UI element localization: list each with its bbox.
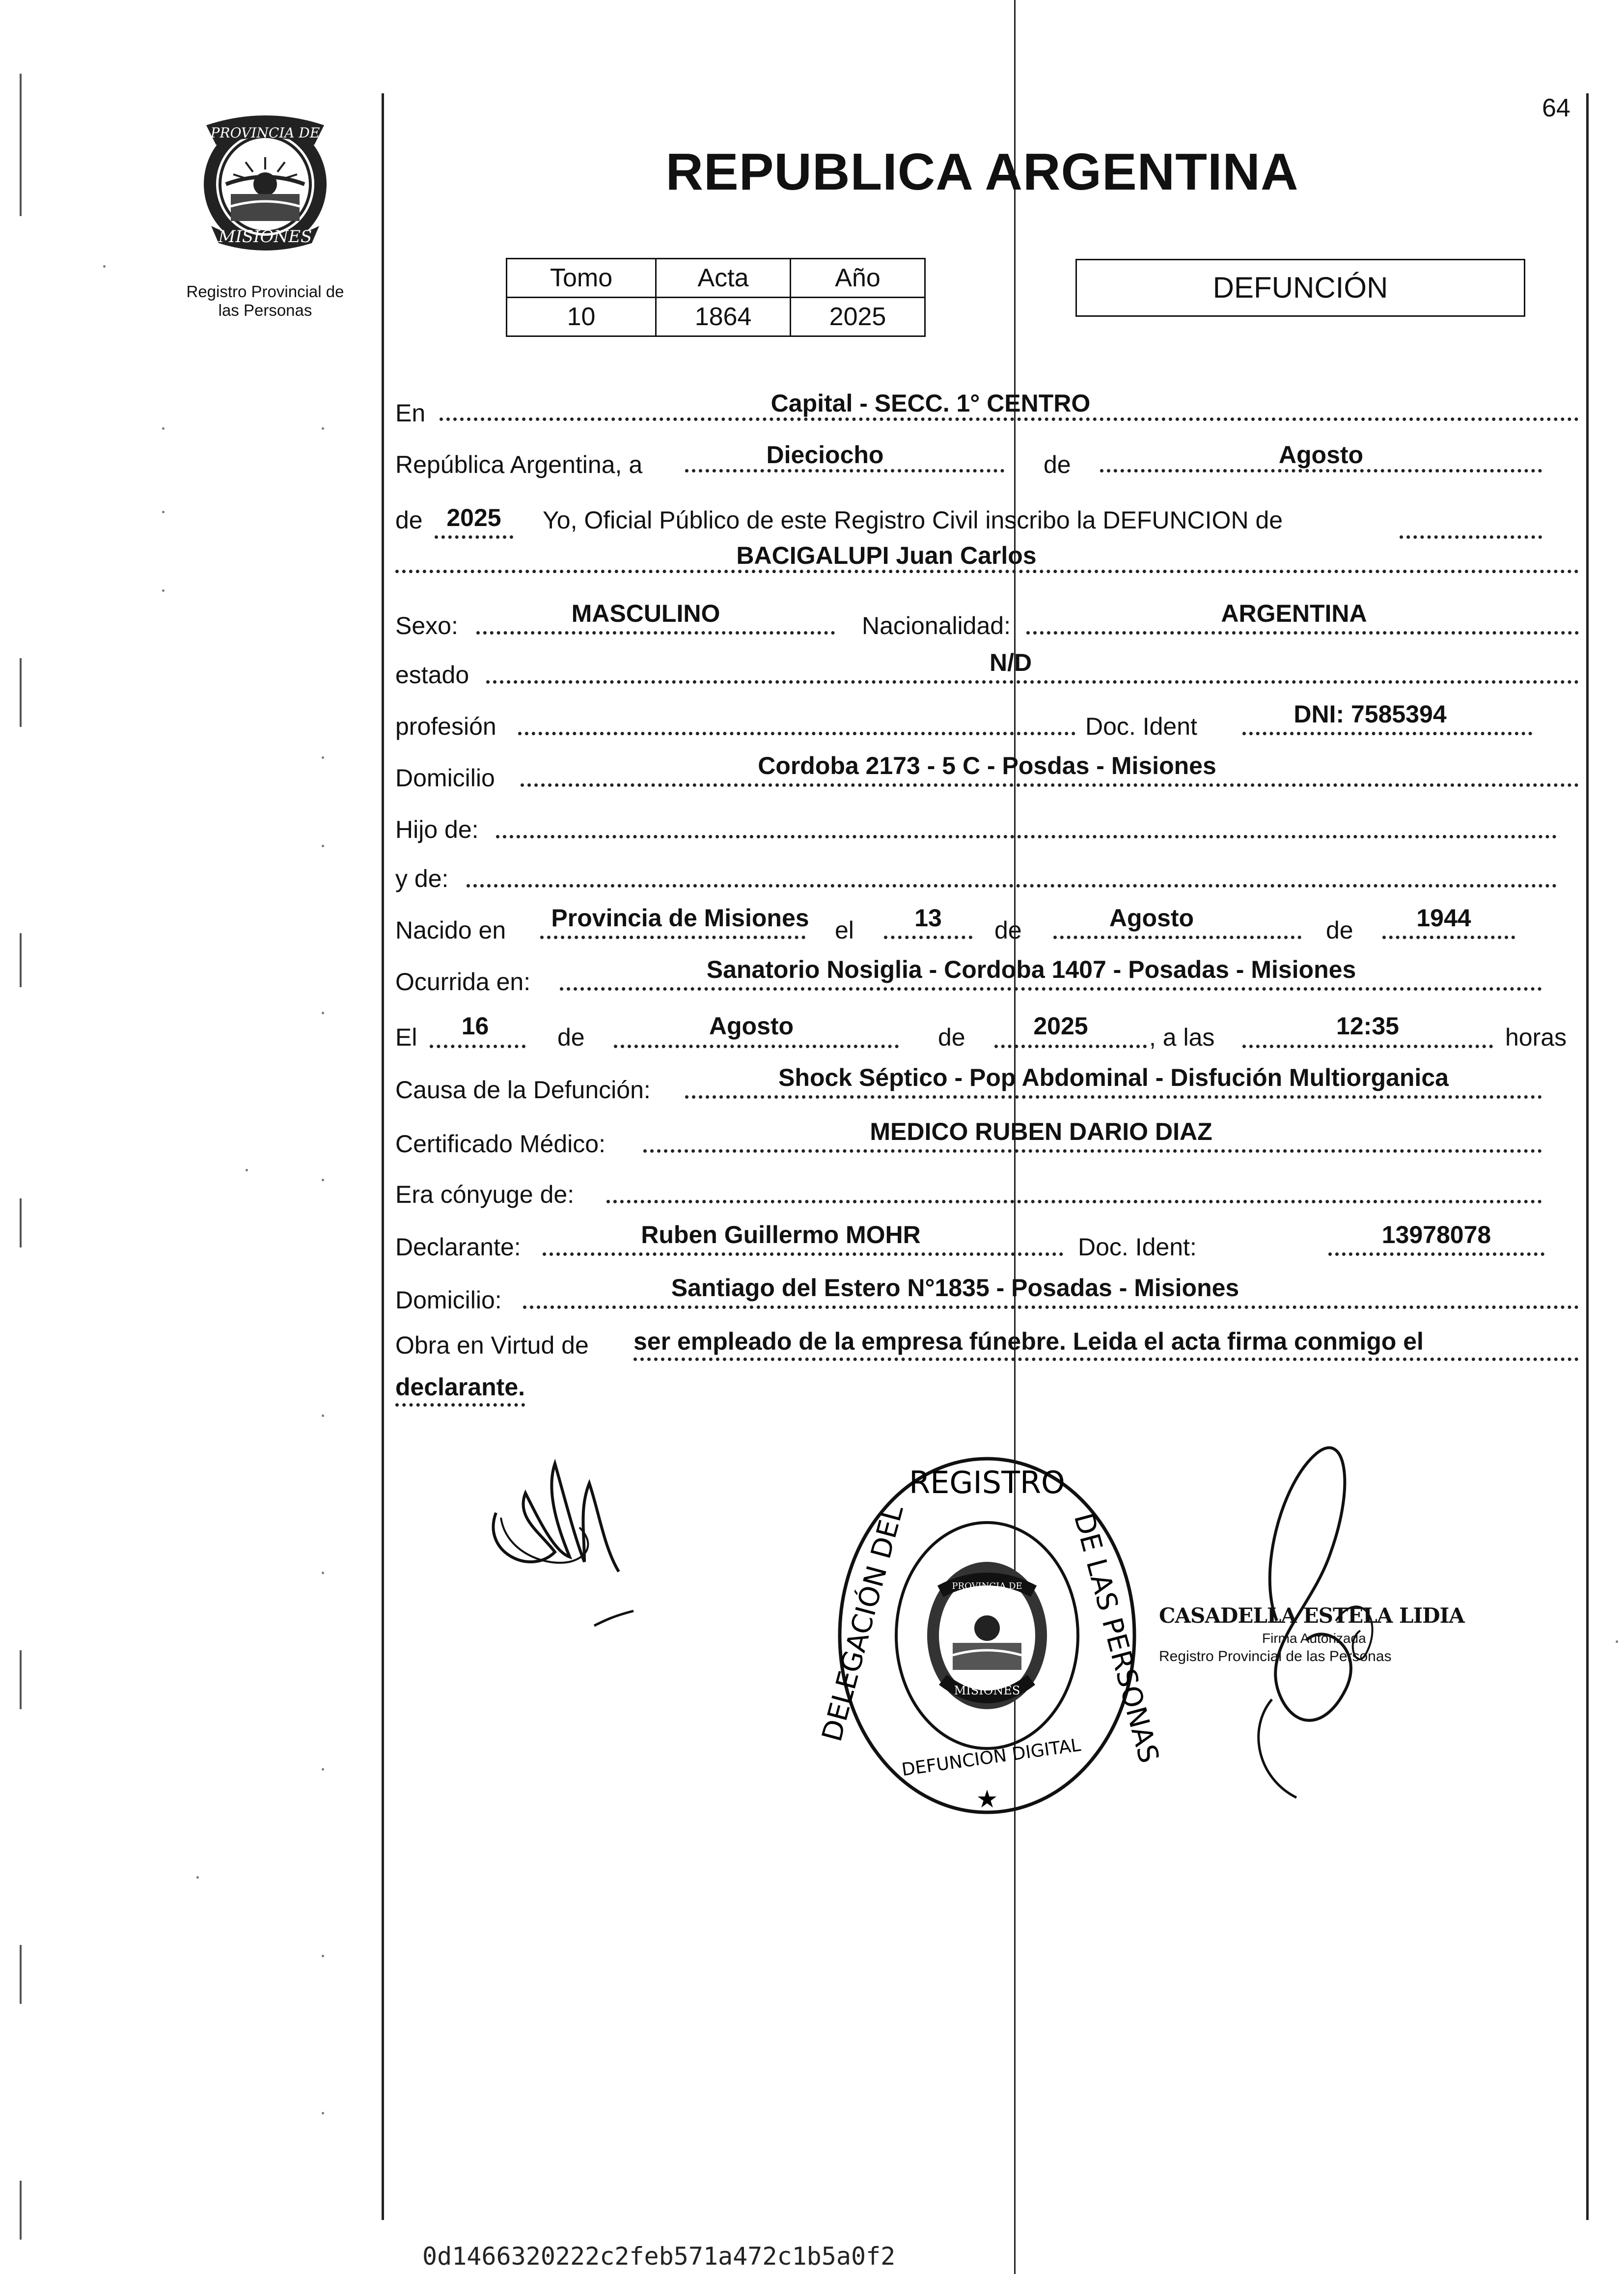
table-header: Acta [656, 259, 791, 298]
label-nacionalidad: Nacionalidad: [862, 612, 1011, 639]
label-domicilio-declarante: Domicilio: [395, 1286, 502, 1314]
table-header: Año [791, 259, 925, 298]
label-a-las: , a las [1149, 1024, 1215, 1051]
label-nacido-en: Nacido en [395, 916, 506, 944]
svg-text:PROVINCIA DE: PROVINCIA DE [210, 125, 320, 141]
row-fecha-defuncion [393, 1009, 1586, 1049]
official-org: Registro Provincial de las Personas [1159, 1648, 1392, 1664]
label-y-de: y de: [395, 865, 449, 892]
label-doc-ident-declarante: Doc. Ident: [1078, 1233, 1197, 1261]
row-y-de [393, 855, 1586, 894]
label-conyuge: Era cónyuge de: [395, 1181, 575, 1208]
table-cell-anio: 2025 [791, 298, 925, 336]
stamp-ring-bottom: DEFUNCION DIGITAL [900, 1735, 1082, 1780]
provincial-seal-logo [192, 111, 339, 253]
table-cell-tomo: 10 [507, 298, 656, 336]
value-declarante: Ruben Guillermo MOHR [641, 1221, 921, 1248]
scan-edge-mark [20, 933, 22, 987]
value-certificado: MEDICO RUBEN DARIO DIAZ [870, 1118, 1212, 1145]
label-profesion: profesión [395, 713, 496, 740]
stamp-star: ★ [976, 1785, 998, 1813]
row-causa [393, 1061, 1586, 1104]
row-obra [393, 1326, 1586, 1414]
row-fecha [393, 441, 1586, 484]
label-oficial: Yo, Oficial Público de este Registro Civil inscribo la DEFUNCION de [543, 506, 1283, 534]
value-estado: N/D [990, 649, 1032, 676]
label-republica: República Argentina, a [395, 451, 643, 478]
value-ocurrida-en: Sanatorio Nosiglia - Cordoba 1407 - Posadas - Misiones [706, 956, 1356, 983]
label-certificado: Certificado Médico: [395, 1130, 606, 1158]
label-de-def-anio: de [938, 1024, 965, 1051]
official-name-stamp [1159, 1604, 1513, 1665]
svg-text:MISIONES: MISIONES [218, 227, 312, 247]
label-obra: Obra en Virtud de [395, 1331, 589, 1359]
value-anio: 2025 [446, 504, 501, 531]
value-nombre: BACIGALUPI Juan Carlos [736, 542, 1037, 569]
scan-edge-mark [20, 2181, 22, 2240]
label-declarante: Declarante: [395, 1233, 521, 1261]
label-estado: estado [395, 661, 469, 689]
value-lugar: Capital - SECC. 1° CENTRO [771, 389, 1091, 417]
value-def-dia: 16 [461, 1012, 489, 1040]
stamp-inner-top: PROVINCIA DE [952, 1581, 1022, 1591]
scan-edge-mark [20, 74, 22, 216]
table-header: Tomo [507, 259, 656, 298]
value-nacido-en: Provincia de Misiones [551, 904, 809, 932]
table-cell-acta: 1864 [656, 298, 791, 336]
label-de-anio: de [395, 506, 423, 534]
scan-edge-mark [20, 658, 22, 727]
label-causa: Causa de la Defunción: [395, 1076, 651, 1104]
official-name: CASADELLA ESTELA LIDIA [1159, 1604, 1464, 1628]
left-margin-rule [382, 93, 384, 2220]
scan-edge-mark [20, 1945, 22, 2004]
label-doc-ident: Doc. Ident [1085, 713, 1197, 740]
document-hash: 0d1466320222c2feb571a472c1b5a0f2 [422, 2242, 896, 2271]
document-type-box: DEFUNCIÓN [1075, 259, 1525, 317]
value-sexo: MASCULINO [571, 600, 720, 627]
value-domicilio: Cordoba 2173 - 5 C - Posdas - Misiones [758, 752, 1216, 779]
label-de: de [1044, 451, 1071, 478]
stamp-ring-right: DE LAS PERSONAS [1067, 1509, 1165, 1767]
logo-caption: Registro Provincial de las Personas [186, 282, 344, 319]
row-certificado [393, 1115, 1586, 1158]
label-de-def-mes: de [557, 1024, 585, 1051]
value-causa: Shock Séptico - Pop Abdominal - Disfución Multiorganica [778, 1064, 1449, 1091]
value-obra-line2: declarante. [395, 1373, 525, 1407]
row-nacido [393, 906, 1586, 945]
value-nacionalidad: ARGENTINA [1221, 600, 1367, 627]
row-domicilio [393, 754, 1586, 793]
row-declarante [393, 1218, 1586, 1261]
right-margin-rule [1586, 93, 1589, 2220]
value-dia-letras: Dieciocho [766, 441, 884, 469]
row-ocurrida [393, 958, 1586, 997]
value-nac-mes: Agosto [1109, 904, 1194, 932]
scan-edge-mark [20, 1650, 22, 1709]
value-declarante-doc: 13978078 [1381, 1221, 1491, 1248]
row-conyuge [393, 1166, 1586, 1206]
value-def-hora: 12:35 [1336, 1012, 1399, 1040]
label-el: el [835, 916, 854, 944]
value-obra-line1: ser empleado de la empresa fúnebre. Leida el acta firma conmigo el [633, 1327, 1579, 1361]
row-nombre [393, 542, 1586, 584]
value-def-anio: 2025 [1033, 1012, 1088, 1040]
registry-stamp [816, 1449, 1165, 1822]
row-domicilio-declarante [393, 1272, 1586, 1314]
row-profesion [393, 702, 1586, 742]
page-number: 64 [1542, 94, 1570, 122]
label-hijo-de: Hijo de: [395, 816, 479, 843]
stamp-ring-top: REGISTRO [909, 1465, 1065, 1500]
declarant-signature [471, 1454, 678, 1650]
row-estado [393, 651, 1586, 690]
page-title: REPUBLICA ARGENTINA [665, 143, 1299, 201]
value-nac-dia: 13 [914, 904, 942, 932]
value-def-mes: Agosto [709, 1012, 794, 1040]
stamp-inner-bottom: MISIONES [954, 1684, 1020, 1697]
label-ocurrida-en: Ocurrida en: [395, 968, 531, 996]
label-de-nac-anio: de [1326, 916, 1353, 944]
record-table [506, 258, 926, 337]
value-doc-ident: DNI: 7585394 [1294, 700, 1447, 728]
label-domicilio: Domicilio [395, 764, 495, 792]
scan-edge-mark [20, 1198, 22, 1248]
value-declarante-domicilio: Santiago del Estero N°1835 - Posadas - Misiones [671, 1274, 1239, 1302]
value-mes: Agosto [1278, 441, 1364, 469]
stamp-ring-left: DELEGACIÓN DEL [816, 1501, 910, 1745]
label-horas: horas [1505, 1024, 1567, 1051]
label-sexo: Sexo: [395, 612, 458, 639]
label-el-cap: El [395, 1024, 417, 1051]
row-hijo-de [393, 805, 1586, 845]
official-role: Firma Autorizada [1262, 1631, 1366, 1646]
value-nac-anio: 1944 [1416, 904, 1471, 932]
label-de-nac-mes: de [994, 916, 1022, 944]
row-lugar [393, 389, 1586, 432]
row-oficial [393, 496, 1586, 535]
label-en: En [395, 399, 426, 427]
row-sexo [393, 597, 1586, 639]
